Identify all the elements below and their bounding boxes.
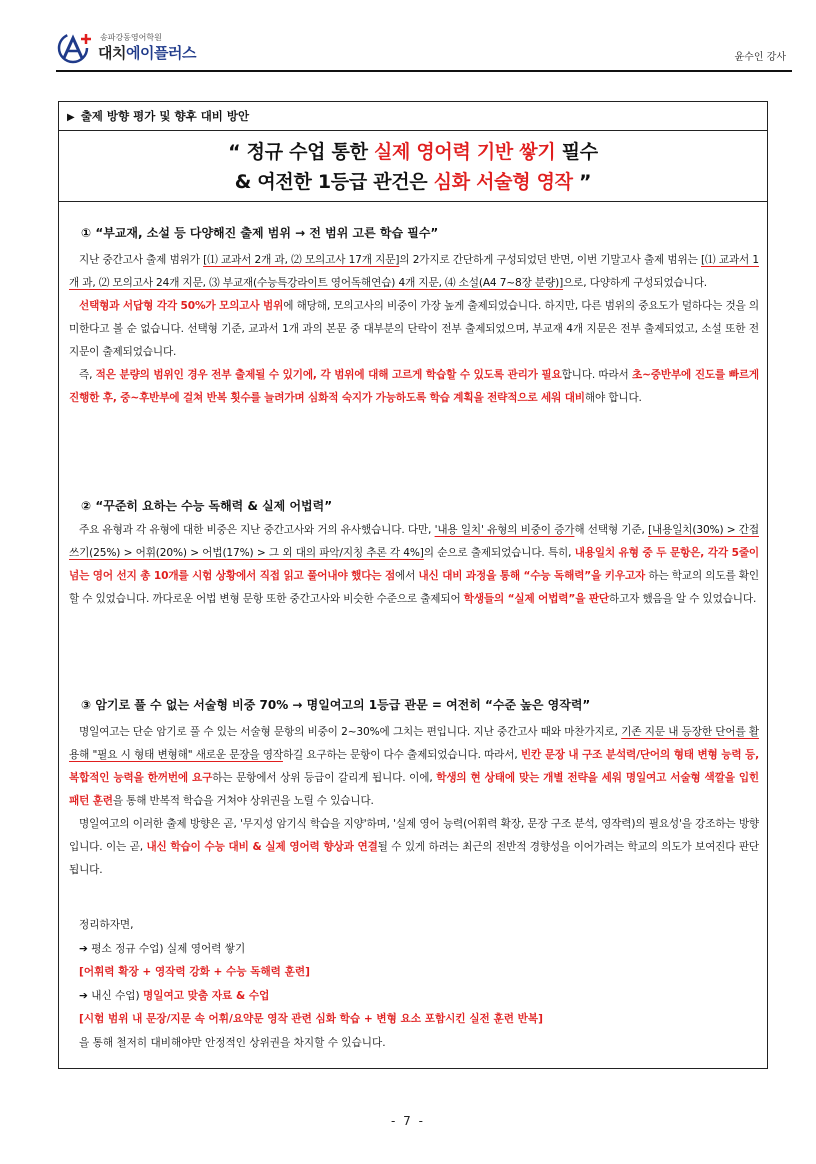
section-1-paragraph-1: 지난 중간고사 출제 범위가 [⑴ 교과서 2개 과, ⑵ 모의고사 17개 지문]의 2가지로 간단하게 구성되었던 반면, 이번 기말고사 출제 범위는 [⑴ 교과서 1개 과, ⑵ 모의고사 24개 지문, ⑶ 부교재(수능특강라이트 영어독해연습) 4개 지문, ⑷ 소설(A4 7~8장 분량)]으로, 다양하게 구성되었습니다. <box>69 254 760 289</box>
logo-title: 대치에이플러스 <box>98 44 196 62</box>
box-title <box>59 131 767 202</box>
summary-line-1: ➔ 평소 정규 수업) 실제 영어력 쌓기 <box>79 942 246 955</box>
section-1 <box>69 222 759 410</box>
summary-line-4: [시험 범위 내 문장/지문 속 어휘/요약문 영작 관련 심화 학습 + 변형 요소 포함시킨 실전 훈련 반복] <box>79 1013 543 1026</box>
section-1-heading: ① “부교재, 소설 등 다양해진 출제 범위 → 전 범위 고른 학습 필수” <box>81 226 439 240</box>
teacher-name: 윤수인 강사 <box>734 52 786 63</box>
section-2 <box>69 495 759 611</box>
section-3 <box>69 694 759 882</box>
box-topbar <box>59 102 767 131</box>
summary-line-3: ➔ 내신 수업) 명일여고 맞춤 자료 & 수업 <box>79 989 270 1002</box>
section-1-paragraph-3: 즉, 적은 분량의 범위인 경우 전부 출제될 수 있기에, 각 범위에 대해 고르게 학습할 수 있도록 관리가 필요합니다. 따라서 초~중반부에 진도를 빠르게 진행한 후, 중~후반부에 걸쳐 반복 횟수를 늘려가며 심화적 숙지가 가능하도록 학습 계획을 전략적으로 세워 대비해야 합니다. <box>69 369 759 404</box>
analysis-box <box>58 101 768 1069</box>
summary <box>79 914 759 1056</box>
summary-line-2: [어휘력 확장 + 영작력 강화 + 수능 독해력 훈련] <box>79 966 310 979</box>
section-1-paragraph-2: 선택형과 서답형 각각 50%가 모의고사 범위에 해당해, 모의고사의 비중이 가장 높게 출제되었습니다. 하지만, 다른 범위의 중요도가 덜하다는 것을 의미한다고 볼 순 없습니다. 선택형 기준, 교과서 1개 과의 본문 중 대부분의 단락이 전부 출제되었으며, 부교재 4개 지문은 전부 출제되었고, 소설 또한 전 지문이 출제되었습니다. <box>69 300 759 358</box>
section-3-paragraph-1: 명일여고는 단순 암기로 풀 수 있는 서술형 문항의 비중이 2~30%에 그치는 편입니다. 지난 중간고사 때와 마찬가지로, 기존 지문 내 등장한 단어를 활용해 "필요 시 형태 변형해" 새로운 문장을 영작하길 요구하는 문항이 다수 출제되었습니다. 따라서, 빈칸 문장 내 구조 분석력/단어의 형태 변형 능력 등, 복합적인 능력을 한꺼번에 요구하는 문항에서 상위 등급이 갈리게 됩니다. 이에, 학생의 현 상태에 맞는 개별 전략을 세워 명일여고 서술형 색깔을 입힌 패턴 훈련을 통해 반복적 학습을 거쳐야 상위권을 노릴 수 있습니다. <box>69 726 759 807</box>
section-2-paragraph-1: 주요 유형과 각 유형에 대한 비중은 지난 중간고사와 거의 유사했습니다. 다만, '내용 일치' 유형의 비중이 증가해 선택형 기준, [내용일치(30%) > 간접쓰기(25%) > 어휘(20%) > 어법(17%) > 그 외 대의 파악/지칭 추론 각 4%]의 순으로 출제되었습니다. 특히, 내용일치 유형 중 두 문항은, 각각 5줄이 넘는 영어 선지 총 10개를 시험 상황에서 직접 읽고 풀어내야 했다는 점에서 내신 대비 과정을 통해 “수능 독해력”을 키우고자 하는 학교의 의도를 확인할 수 있었습니다. 까다로운 어법 변형 문항 또한 중간고사와 비슷한 수준으로 출제되어 학생들의 “실제 어법력”을 판단하고자 했음을 알 수 있었습니다. <box>69 524 760 605</box>
title-line-2: & 여전한 1등급 관건은 심화 서술형 영작 ” <box>234 171 592 193</box>
logo-subtitle: 송파강동영어학원 <box>100 33 162 42</box>
summary-intro: 정리하자면, <box>79 919 134 931</box>
logo-a-plus-icon <box>56 30 94 64</box>
summary-line-5: 을 통해 철저히 대비해야만 안정적인 상위권을 차지할 수 있습니다. <box>79 1036 386 1049</box>
title-line-1: “ 정규 수업 통한 실제 영어력 기반 쌓기 필수 <box>228 141 598 163</box>
page-header <box>56 28 792 72</box>
section-3-paragraph-2: 명일여고의 이러한 출제 방향은 곧, '무지성 암기식 학습을 지양'하며, '실제 영어 능력(어휘력 확장, 문장 구조 분석, 영작력)의 필요성'을 강조하는 방향입니다. 이는 곧, 내신 학습이 수능 대비 & 실제 영어력 향상과 연결될 수 있게 하려는 최근의 전반적 경향성을 이어가려는 학교의 의도가 보여진다 판단됩니다. <box>69 818 759 876</box>
box-content <box>59 202 767 1068</box>
topbar-label: 출제 방향 평가 및 향후 대비 방안 <box>80 109 250 123</box>
section-3-heading: ③ 암기로 풀 수 없는 서술형 비중 70% → 명일여고의 1등급 관문 = 여전히 “수준 높은 영작력” <box>81 698 591 712</box>
section-2-heading: ② “꾸준히 요하는 수능 독해력 & 실제 어법력” <box>81 499 333 513</box>
triangle-right-icon: ▶ <box>67 112 75 123</box>
page-number: - 7 - <box>391 1114 425 1128</box>
